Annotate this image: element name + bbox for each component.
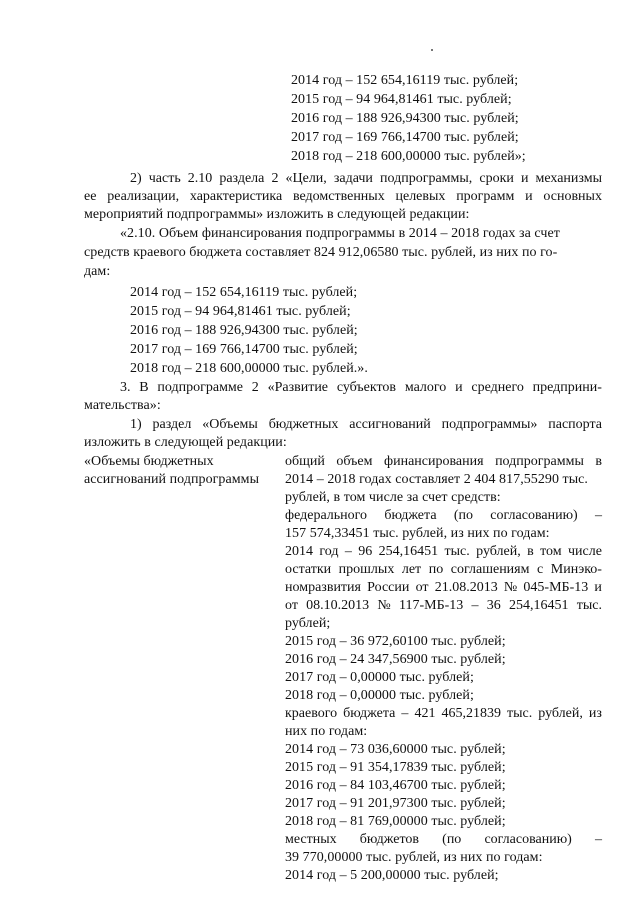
quote-line: дам:	[84, 264, 111, 279]
table-right-line: 157 574,33451 тыс. рублей, из них по годам:	[285, 526, 550, 541]
table-right-line: них по годам:	[285, 724, 368, 739]
scan-speck	[431, 49, 433, 51]
top-list-item: 2016 год – 188 926,94300 тыс. рублей;	[291, 111, 519, 126]
table-right-line: федерального бюджета (по согласованию) –	[285, 508, 602, 523]
top-list-item: 2015 год – 94 964,81461 тыс. рублей;	[291, 92, 512, 107]
table-right-line: 2015 год – 36 972,60100 тыс. рублей;	[285, 634, 506, 649]
table-right-line: 2014 – 2018 годах составляет 2 404 817,55290 тыс.	[285, 472, 588, 487]
table-right-line: 2014 год – 5 200,00000 тыс. рублей;	[285, 868, 499, 883]
para3-1-line: 1) раздел «Объемы бюджетных ассигнований подпрограммы» паспорта	[130, 417, 602, 432]
para2-line: мероприятий подпрограммы» изложить в следующей редакции:	[84, 207, 470, 222]
table-right-line: рублей, в том числе за счет средств:	[285, 490, 501, 505]
top-list-item: 2018 год – 218 600,00000 тыс. рублей»;	[291, 149, 526, 164]
table-right-line: 2015 год – 91 354,17839 тыс. рублей;	[285, 760, 506, 775]
table-right-line: 2017 год – 0,00000 тыс. рублей;	[285, 670, 474, 685]
para3-line: мательства»:	[84, 398, 161, 413]
table-right-line: общий объем финансирования подпрограммы в	[285, 454, 602, 469]
para3-line: 3. В подпрограмме 2 «Развитие субъектов малого и среднего предприни-	[120, 380, 602, 395]
table-left-label: ассигнований подпрограммы	[84, 472, 260, 487]
mid-list-item: 2018 год – 218 600,00000 тыс. рублей.».	[130, 361, 368, 376]
table-right-line: остатки прошлых лет по соглашениям с Минэко-	[285, 562, 602, 577]
para2-line: 2) часть 2.10 раздела 2 «Цели, задачи подпрограммы, сроки и механизмы	[130, 171, 602, 186]
table-right-line: 2018 год – 0,00000 тыс. рублей;	[285, 688, 474, 703]
table-right-line: 2016 год – 84 103,46700 тыс. рублей;	[285, 778, 506, 793]
table-right-line: 2014 год – 96 254,16451 тыс. рублей, в том числе	[285, 544, 602, 559]
quote-line: «2.10. Объем финансирования подпрограммы в 2014 – 2018 годах за счет	[120, 226, 560, 241]
table-right-line: краевого бюджета – 421 465,21839 тыс. рублей, из	[285, 706, 602, 721]
mid-list-item: 2015 год – 94 964,81461 тыс. рублей;	[130, 304, 351, 319]
table-right-line: 39 770,00000 тыс. рублей, из них по годам:	[285, 850, 543, 865]
table-right-line: от 08.10.2013 № 117-МБ-13 – 36 254,16451 тыс.	[285, 598, 602, 613]
top-list-item: 2014 год – 152 654,16119 тыс. рублей;	[291, 73, 519, 88]
para2-line: ее реализации, характеристика ведомственных целевых программ и основных	[84, 189, 602, 204]
mid-list-item: 2014 год – 152 654,16119 тыс. рублей;	[130, 285, 358, 300]
mid-list-item: 2017 год – 169 766,14700 тыс. рублей;	[130, 342, 358, 357]
table-right-line: 2018 год – 81 769,00000 тыс. рублей;	[285, 814, 506, 829]
table-right-line: рублей;	[285, 616, 331, 631]
top-list-item: 2017 год – 169 766,14700 тыс. рублей;	[291, 130, 519, 145]
table-left-label: «Объемы бюджетных	[84, 454, 214, 469]
table-right-line: 2017 год – 91 201,97300 тыс. рублей;	[285, 796, 506, 811]
table-right-line: 2016 год – 24 347,56900 тыс. рублей;	[285, 652, 506, 667]
para3-1-line: изложить в следующей редакции:	[84, 435, 287, 450]
quote-line: средств краевого бюджета составляет 824 912,06580 тыс. рублей, из них по го-	[84, 245, 558, 260]
table-right-line: местных бюджетов (по согласованию) –	[285, 832, 602, 847]
table-right-line: номразвития России от 21.08.2013 № 045-МБ-13 и	[285, 580, 602, 595]
table-right-line: 2014 год – 73 036,60000 тыс. рублей;	[285, 742, 506, 757]
mid-list-item: 2016 год – 188 926,94300 тыс. рублей;	[130, 323, 358, 338]
